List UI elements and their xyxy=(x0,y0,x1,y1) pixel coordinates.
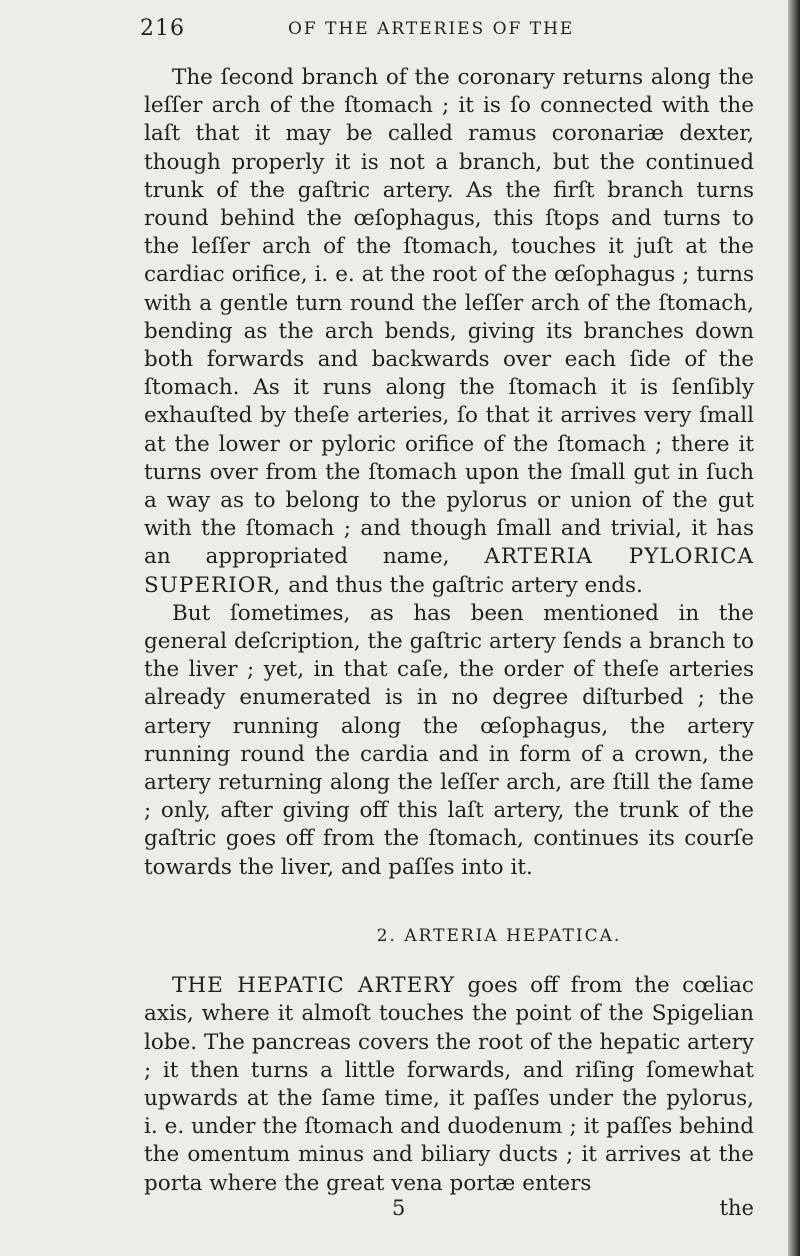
paragraph-gastric-variation xyxy=(144,600,754,882)
paragraph-coronary-branch xyxy=(144,64,754,600)
page-footer xyxy=(140,1190,760,1230)
running-head: OF THE ARTERIES OF THE xyxy=(288,19,575,39)
page-edge-shadow xyxy=(788,0,800,1256)
section-heading: 2. ARTERIA HEPATICA. xyxy=(376,925,622,946)
paragraph-text-end: and thus the gaſtric artery ends. xyxy=(288,572,643,598)
page-body xyxy=(144,64,754,1196)
paragraph-text: The ſecond branch of the coronary returns along the leſſer arch of the ſtomach ; it is ſo connected with the laſt that it may be called ramus coronariæ dexter, though properly it is not a branch, but the continued trunk of the gaſtric artery. As the firſt branch turns round behind the œſophagus, this ſtops and turns to the leſſer arch of the ſtomach, touches it juſt at the cardiac orifice, i. e. at the root of the œſophagus ; turns with a gentle turn round the leſſer arch of the ſtomach, bending as the arch bends, giving its branches down both forwards and backwards over each ſide of the ſtomach. As it runs along the ſtomach it is ſenſibly exhauſted by theſe arteries, ſo that it arrives very ſmall at the lower or pyloric orifice of the ſtomach ; there it turns over from the ſtomach upon the ſmall gut in ſuch a way as to belong to the pylorus or union of the gut with the ſtomach ; and though ſmall and trivial, it has an appropriated name, xyxy=(144,65,754,570)
catchword: the xyxy=(719,1196,754,1220)
page-number: 216 xyxy=(140,16,185,41)
term-arteria-pylorica-superior: ARTERIA PYLORICA SUPERIOR, xyxy=(144,544,754,598)
term-hepatic-artery: THE HEPATIC ARTERY xyxy=(172,973,456,999)
paragraph-text: goes off from the cœliac axis, where it almoſt touches the point of the Spigelian lobe. The pancreas covers the root of the hepatic artery ; it then turns a little forwards, and riſing ſomewhat upwards at the ſame time, it paſſes under the pylorus, i. e. under the ſtomach and duodenum ; it paſſes behind the omentum minus and biliary ducts ; it arrives at the porta where the great vena portæ enters xyxy=(144,973,754,1196)
page-header xyxy=(140,16,760,46)
signature-mark: 5 xyxy=(392,1196,406,1220)
paragraph-hepatic-artery xyxy=(144,972,754,1198)
paragraph-text: But ſometimes, as has been mentioned in the general deſcription, the gaſtric artery ſends a branch to the liver ; yet, in that caſe, the order of theſe arteries already enumerated is in no degree diſturbed ; the artery running along the œſophagus, the artery running round the cardia and in form of a crown, the artery returning along the leſſer arch, are ſtill the ſame ; only, after giving off this laſt artery, the trunk of the gaſtric goes off from the ſtomach, continues its courſe towards the liver, and paſſes into it. xyxy=(144,600,754,880)
